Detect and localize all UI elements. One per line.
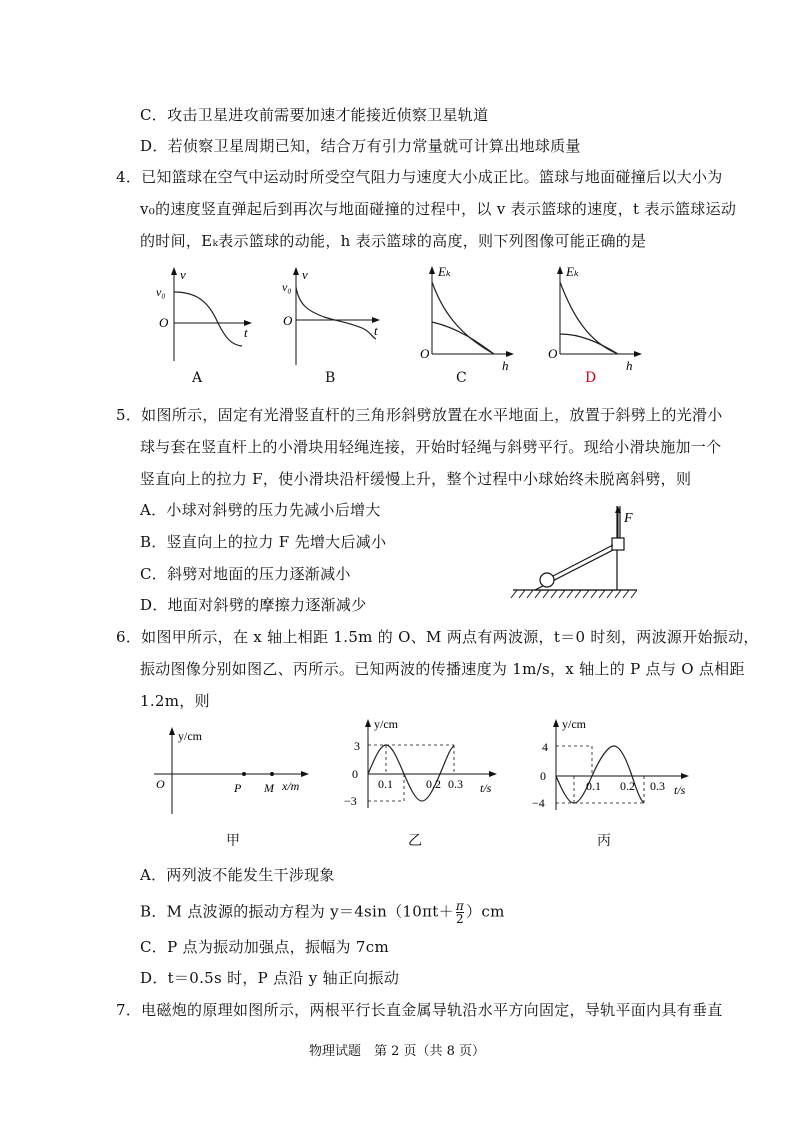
graph-d-y-label: Eₖ <box>566 264 579 279</box>
q6-stem-line2: 振动图像分别如图乙、丙所示。已知两波的传播速度为 1m/s，x 轴上的 P 点与 O 点相距 <box>140 660 745 678</box>
yi-tick-3: 0.3 <box>448 777 463 791</box>
graph-a-x-label: t <box>244 325 248 340</box>
bing-tick-1: 0.1 <box>586 779 601 793</box>
graph-a-y-label: v <box>180 267 186 282</box>
q6-stem-line1: 6．如图甲所示，在 x 轴上相距 1.5m 的 O、M 两点有两波源，t＝0 时刻，两波源开始振动， <box>116 628 759 646</box>
q4-graph-a <box>150 265 260 385</box>
graph-b-x-label: t <box>374 323 378 338</box>
yi-tick-2: 0.2 <box>426 777 441 791</box>
q6-figure-yi <box>336 712 506 812</box>
graph-b-origin: O <box>283 313 293 328</box>
graph-d-x-label: h <box>626 358 633 373</box>
yi-zero: 0 <box>352 767 358 781</box>
q5-option-c[interactable]: C．斜劈对地面的压力逐渐减小 <box>140 565 351 583</box>
yi-x-label: t/s <box>480 781 492 795</box>
bing-amp: 4 <box>542 740 548 754</box>
bing-tick-2: 0.2 <box>620 779 635 793</box>
pi-over-2-fraction <box>456 900 464 925</box>
bing-neg-amp: −4 <box>532 796 545 810</box>
jia-point-p: P <box>234 781 242 795</box>
q6-option-d[interactable]: D．t＝0.5s 时，P 点沿 y 轴正向振动 <box>140 969 400 987</box>
q6-caption-bing: 丙 <box>597 833 611 849</box>
q6-option-c[interactable]: C．P 点为振动加强点，振幅为 7cm <box>140 938 389 956</box>
graph-c-x-label: h <box>502 358 509 373</box>
q5-stem-line3: 竖直向上的拉力 F，使小滑块沿杆缓慢上升，整个过程中小球始终未脱离斜劈，则 <box>140 470 692 488</box>
fraction-numerator: π <box>455 899 465 913</box>
graph-a-origin: O <box>159 315 169 330</box>
q3-option-c: C．攻击卫星进攻前需要加速才能接近侦察卫星轨道 <box>140 106 489 124</box>
q6-figure-bing <box>524 712 700 812</box>
q6-option-b-text: B．M 点波源的振动方程为 y＝4sin（10πt＋ <box>140 902 454 921</box>
force-f-label: F <box>624 511 633 526</box>
yi-tick-1: 0.1 <box>378 777 393 791</box>
q4-graph-c-label[interactable]: C <box>456 370 467 386</box>
graph-d-origin: O <box>548 346 558 361</box>
graph-c-origin: O <box>420 346 430 361</box>
q5-option-b[interactable]: B．竖直向上的拉力 F 先增大后减小 <box>140 533 387 551</box>
graph-c-y-label: Eₖ <box>438 264 451 279</box>
graph-b-y-label: v <box>302 267 308 282</box>
jia-y-label: y/cm <box>178 729 202 743</box>
q5-option-d[interactable]: D．地面对斜劈的摩擦力逐渐减少 <box>140 596 367 614</box>
jia-origin: O <box>156 777 165 791</box>
bing-zero: 0 <box>540 769 546 783</box>
q4-graph-a-label[interactable]: A <box>192 370 203 386</box>
graph-a-v0-label: v₀ <box>156 285 166 299</box>
q5-stem-line1: 5．如图所示，固定有光滑竖直杆的三角形斜劈放置在水平地面上，放置于斜劈上的光滑小 <box>116 406 723 424</box>
q4-graph-b <box>272 265 387 385</box>
q6-option-b-unit: ）cm <box>466 902 505 921</box>
q4-stem-line3: 的时间，Eₖ表示篮球的动能，h 表示篮球的高度，则下列图像可能正确的是 <box>140 232 647 250</box>
q3-option-d: D．若侦察卫星周期已知，结合万有引力常量就可计算出地球质量 <box>140 137 581 155</box>
q4-graph-d <box>546 262 646 374</box>
q6-stem-line3: 1.2m，则 <box>140 692 210 710</box>
q4-graph-c <box>418 262 518 374</box>
point-p-dot <box>242 772 246 776</box>
yi-neg-amp: −3 <box>344 794 357 808</box>
q6-figure-jia <box>148 722 318 822</box>
q4-graph-b-label[interactable]: B <box>325 370 336 386</box>
jia-x-label: x/m <box>282 779 300 793</box>
bing-y-label: y/cm <box>562 717 586 731</box>
graph-b-v0-label: v₀ <box>282 280 292 294</box>
q6-caption-yi: 乙 <box>408 833 422 849</box>
page-footer: 物理试题 第 2 页（共 8 页） <box>308 1044 486 1059</box>
yi-y-label: y/cm <box>374 717 398 731</box>
q4-graph-d-label[interactable]: D <box>585 370 597 386</box>
q6-option-a[interactable]: A．两列波不能发生干涉现象 <box>140 866 335 884</box>
q5-stem-line2: 球与套在竖直杆上的小滑块用轻绳连接，开始时轻绳与斜劈平行。现给小滑块施加一个 <box>140 438 722 456</box>
fraction-denominator: 2 <box>456 912 464 926</box>
bing-tick-3: 0.3 <box>650 779 665 793</box>
yi-amp: 3 <box>354 739 360 753</box>
q7-stem-line1: 7．电磁炮的原理如图所示，两根平行长直金属导轨沿水平方向固定，导轨平面内具有垂直 <box>116 1001 723 1019</box>
bing-x-label: t/s <box>674 783 686 797</box>
jia-point-m: M <box>264 781 274 795</box>
q5-option-a[interactable]: A．小球对斜劈的压力先减小后增大 <box>140 501 381 519</box>
q4-stem-line2: v₀的速度竖直弹起后到再次与地面碰撞的过程中，以 v 表示篮球的速度，t 表示篮球运动 <box>140 200 737 218</box>
point-m-dot <box>270 772 274 776</box>
q4-stem-line1: 4．已知篮球在空气中运动时所受空气阻力与速度大小成正比。篮球与地面碰撞后以大小为 <box>116 168 723 186</box>
q6-option-b[interactable] <box>140 900 505 925</box>
q5-wedge-diagram <box>505 498 645 606</box>
q6-caption-jia: 甲 <box>226 833 240 849</box>
